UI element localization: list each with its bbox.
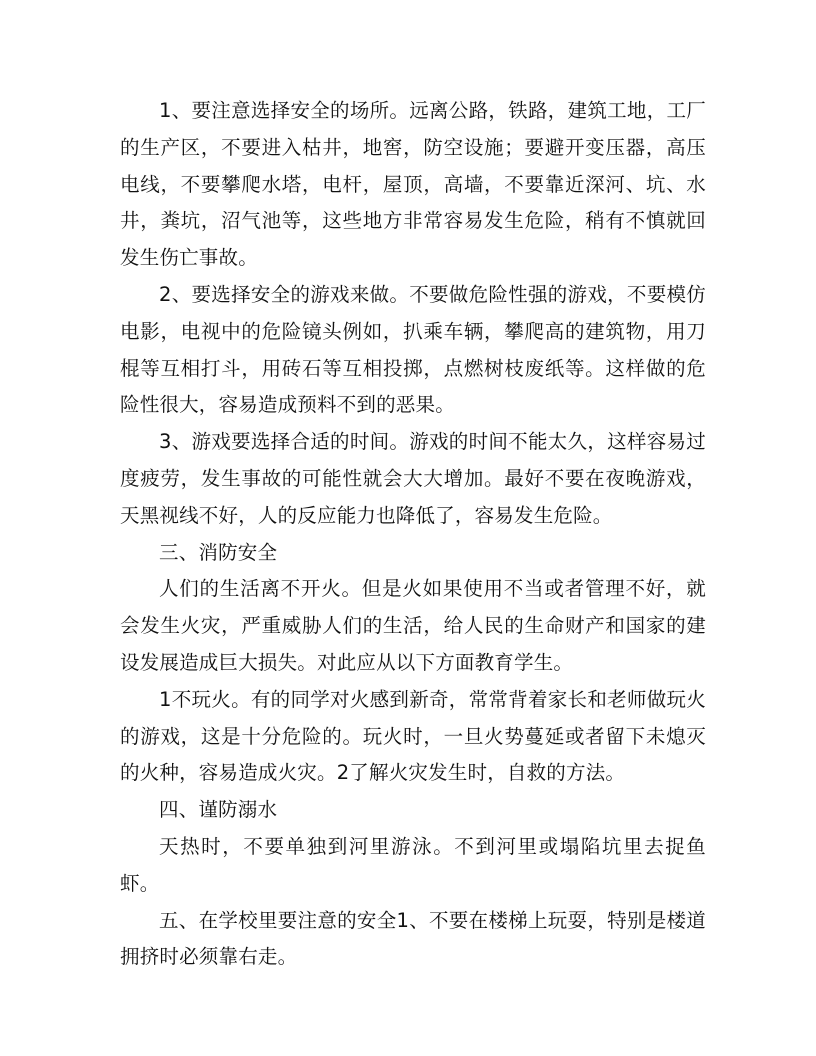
paragraph-drowning: 天热时，不要单独到河里游泳。不到河里或塌陷坑里去捉鱼虾。 [120,834,706,895]
heading-drowning-prevention: 四、谨防溺水 [159,798,278,822]
heading-fire-safety: 三、消防安全 [159,540,278,564]
paragraph-no-playing-fire: 1不玩火。有的同学对火感到新奇，常常背着家长和老师做玩火的游戏，这是十分危险的。玩火时，一旦火势蔓延或者留下未熄灭的火种，容易造成火灾。2了解火灾发生时，自救的方法。 [120,687,706,785]
paragraph-site-safety: 1、要注意选择安全的场所。远离公路，铁路，建筑工地，工厂的生产区，不要进入枯井，地窖，防空设施；要避开变压器，高压电线，不要攀爬水塔，电杆，屋顶，高墙，不要靠近深河、坑、水井，粪坑，沼气池等，这些地方非常容易发生危险，稍有不慎就回发生伤亡事故。 [120,99,706,270]
paragraph-fire-intro: 人们的生活离不开火。但是火如果使用不当或者管理不好，就会发生火灾，严重威胁人们的生活，给人民的生命财产和国家的建设发展造成巨大损失。对此应从以下方面教育学生。 [120,577,706,674]
paragraph-school-safety: 五、在学校里要注意的安全1、不要在楼梯上玩耍，特别是楼道拥挤时必须靠右走。 [120,908,706,969]
paragraph-game-time: 3、游戏要选择合适的时间。游戏的时间不能太久，这样容易过度疲劳，发生事故的可能性就会大大增加。最好不要在夜晚游戏，天黑视线不好，人的反应能力也降低了，容易发生危险。 [120,430,706,527]
paragraph-game-safety: 2、要选择安全的游戏来做。不要做危险性强的游戏，不要模仿电影，电视中的危险镜头例如，扒乘车辆，攀爬高的建筑物，用刀棍等互相打斗，用砖石等互相投掷，点燃树枝废纸等。这样做的危险性很大，容易造成预料不到的恶果。 [120,282,706,417]
